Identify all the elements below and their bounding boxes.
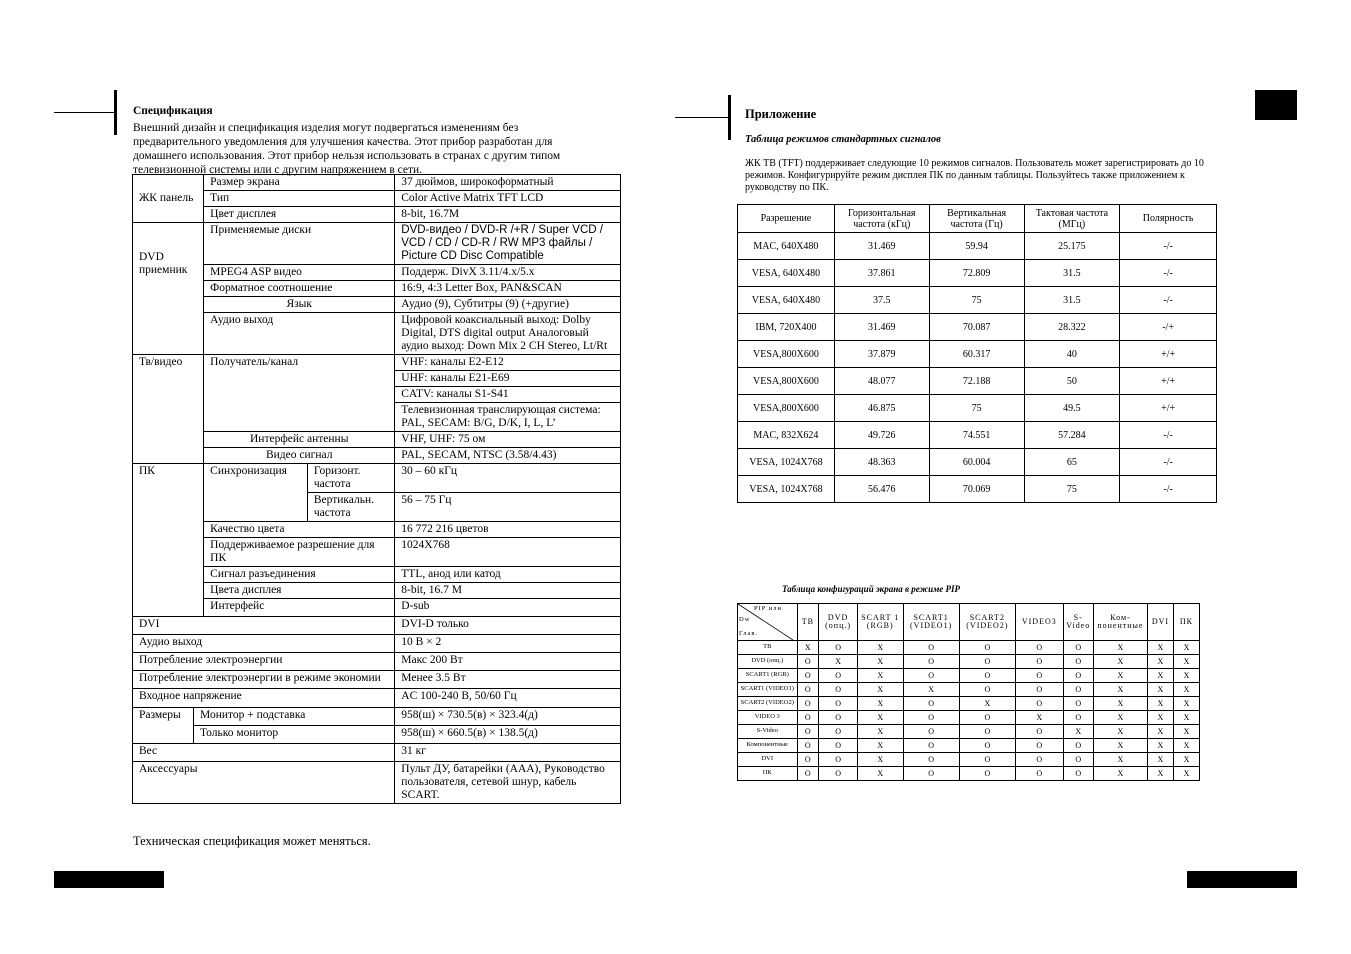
pip-cell: O bbox=[797, 697, 819, 711]
pip-cell: O bbox=[797, 725, 819, 739]
table-row bbox=[738, 711, 1200, 725]
table-row bbox=[738, 641, 1200, 655]
spec-label: Вес bbox=[133, 744, 395, 762]
table-row bbox=[738, 683, 1200, 697]
pip-cell: O bbox=[959, 641, 1015, 655]
modes-cell: 31.469 bbox=[834, 233, 929, 260]
pip-cell: O bbox=[1016, 669, 1064, 683]
pip-cell: O bbox=[1063, 669, 1093, 683]
pip-row-label: DVD (опц.) bbox=[738, 655, 798, 669]
spec-value: Телевизионная транслирующая система: PAL, SECAM: B/G, D/K, I, L, L’ bbox=[395, 403, 621, 432]
pip-cell: X bbox=[1173, 711, 1199, 725]
spec-value: Пульт ДУ, батарейки (ААА), Руководство пользователя, сетевой шнур, кабель SCART. bbox=[395, 762, 621, 804]
table-row bbox=[738, 341, 1217, 368]
pip-cell: X bbox=[959, 697, 1015, 711]
left-footer-bar bbox=[54, 871, 164, 888]
table-row bbox=[738, 753, 1200, 767]
pip-cell: O bbox=[959, 683, 1015, 697]
pip-cell: O bbox=[959, 767, 1015, 781]
pip-cell: X bbox=[1173, 739, 1199, 753]
pip-cell: O bbox=[959, 711, 1015, 725]
modes-cell: VESA, 1024X768 bbox=[738, 449, 835, 476]
modes-cell: 75 bbox=[929, 287, 1024, 314]
pip-header-cell: VIDEO3 bbox=[1016, 604, 1064, 641]
spec-label: Применяемые диски bbox=[204, 223, 395, 265]
spec-label: Цвета дисплея bbox=[204, 583, 395, 599]
table-row bbox=[738, 422, 1217, 449]
spec-value: 8-bit, 16.7 M bbox=[395, 583, 621, 599]
pip-header-cell: DVI bbox=[1147, 604, 1173, 641]
modes-table-title: Таблица режимов стандартных сигналов bbox=[745, 134, 941, 145]
pip-cell: O bbox=[1016, 655, 1064, 669]
pip-cell: X bbox=[1093, 739, 1147, 753]
pip-cell: X bbox=[1093, 655, 1147, 669]
pip-cell: O bbox=[959, 725, 1015, 739]
spec-label: Получатель/канал bbox=[204, 355, 395, 432]
table-row bbox=[738, 739, 1200, 753]
pip-config-table bbox=[737, 603, 1200, 781]
spec-label: Синхронизация bbox=[204, 464, 308, 522]
pip-cell: O bbox=[903, 739, 959, 753]
spec-label: Размер экрана bbox=[204, 175, 395, 191]
spec-label: Аксессуары bbox=[133, 762, 395, 804]
spec-value: TTL, анод или катод bbox=[395, 567, 621, 583]
pip-cell: X bbox=[1147, 725, 1173, 739]
modes-cell: -/- bbox=[1120, 476, 1217, 503]
modes-cell: 25.175 bbox=[1024, 233, 1120, 260]
pip-cell: X bbox=[819, 655, 858, 669]
modes-cell: VESA,800X600 bbox=[738, 341, 835, 368]
pip-row-label: SCART1 (RGB) bbox=[738, 669, 798, 683]
modes-intro: ЖК ТВ (TFT) поддерживает следующие 10 режимов сигналов. Пользователь может зарегистрировать до 10 режимов. Конфигурируйте режим дисплея ПК по данным таблицы. Пользуйтесь также приложением к руководству по ПК. bbox=[745, 158, 1204, 193]
pip-cell: O bbox=[1016, 725, 1064, 739]
pip-cell: X bbox=[858, 669, 903, 683]
modes-cell: MAC, 640X480 bbox=[738, 233, 835, 260]
spec-label: Потребление электроэнергии в режиме экономии bbox=[133, 671, 395, 689]
pip-cell: O bbox=[959, 739, 1015, 753]
modes-cell: 40 bbox=[1024, 341, 1120, 368]
pip-cell: X bbox=[1093, 697, 1147, 711]
pip-cell: X bbox=[1093, 641, 1147, 655]
spec-value: DVI-D только bbox=[395, 617, 621, 635]
spec-footer-note: Техническая спецификация может меняться. bbox=[133, 834, 371, 848]
pip-cell: X bbox=[1147, 669, 1173, 683]
pip-row-label: SCART1 (VIDEO1) bbox=[738, 683, 798, 697]
pip-cell: O bbox=[903, 655, 959, 669]
modes-header-cell: Горизонтальная частота (кГц) bbox=[834, 205, 929, 233]
spec-value: 56 – 75 Гц bbox=[395, 493, 621, 522]
spec-value: VHF: каналы E2-E12 bbox=[395, 355, 621, 371]
pip-row-label: SCART2 (VIDEO2) bbox=[738, 697, 798, 711]
modes-cell: 46.875 bbox=[834, 395, 929, 422]
pip-table-title: Таблица конфигураций экрана в режиме PIP bbox=[782, 584, 961, 594]
modes-cell: MAC, 832X624 bbox=[738, 422, 835, 449]
pip-cell: X bbox=[1093, 753, 1147, 767]
pip-corner-label: Dw bbox=[739, 616, 751, 623]
right-corner-block bbox=[1255, 90, 1297, 120]
tv-group: Тв/видео bbox=[133, 355, 204, 464]
spec-label: Сигнал разъединения bbox=[204, 567, 395, 583]
pip-cell: O bbox=[903, 725, 959, 739]
pip-cell: O bbox=[819, 697, 858, 711]
spec-value: Поддерж. DivX 3.11/4.x/5.x bbox=[395, 265, 621, 281]
pip-cell: O bbox=[1016, 683, 1064, 697]
modes-cell: 60.317 bbox=[929, 341, 1024, 368]
signal-modes-table bbox=[737, 204, 1217, 503]
pip-cell: X bbox=[858, 767, 903, 781]
appendix-title: Приложение bbox=[745, 107, 817, 121]
spec-label: Только монитор bbox=[194, 726, 395, 744]
spec-value: 37 дюймов, широкоформатный bbox=[395, 175, 621, 191]
table-row bbox=[738, 395, 1217, 422]
spec-value: 30 – 60 кГц bbox=[395, 464, 621, 493]
spec-label: Форматное соотношение bbox=[204, 281, 395, 297]
pip-cell: X bbox=[1147, 711, 1173, 725]
pip-row-label: DVI bbox=[738, 753, 798, 767]
modes-cell: 37.879 bbox=[834, 341, 929, 368]
pip-cell: O bbox=[959, 753, 1015, 767]
pip-cell: X bbox=[858, 739, 903, 753]
modes-cell: -/+ bbox=[1120, 314, 1217, 341]
spec-label: Видео сигнал bbox=[204, 448, 395, 464]
spec-intro: Внешний дизайн и спецификация изделия могут подвергаться изменениям без предварительного уведомления для улучшения качества. Этот прибор разработан для домашнего использования. Этот прибор нельзя использовать в странах с другим типом телевизионной системы или с другим напряжением в сети. bbox=[133, 122, 561, 176]
pip-cell: O bbox=[819, 767, 858, 781]
pip-cell: O bbox=[1063, 697, 1093, 711]
spec-label: Входное напряжение bbox=[133, 689, 395, 708]
modes-cell: 74.551 bbox=[929, 422, 1024, 449]
modes-header-cell: Тактовая частота (МГц) bbox=[1024, 205, 1120, 233]
pip-cell: X bbox=[1173, 753, 1199, 767]
table-row bbox=[738, 449, 1217, 476]
pip-cell: O bbox=[903, 753, 959, 767]
modes-cell: IBM, 720X400 bbox=[738, 314, 835, 341]
right-header-rule bbox=[675, 117, 728, 118]
pip-cell: X bbox=[858, 641, 903, 655]
pip-cell: X bbox=[1147, 655, 1173, 669]
pip-cell: X bbox=[1093, 711, 1147, 725]
modes-cell: 65 bbox=[1024, 449, 1120, 476]
pip-cell: X bbox=[858, 683, 903, 697]
modes-cell: 57.284 bbox=[1024, 422, 1120, 449]
pip-cell: X bbox=[858, 711, 903, 725]
pip-cell: O bbox=[819, 753, 858, 767]
pip-cell: O bbox=[797, 767, 819, 781]
pip-cell: O bbox=[797, 711, 819, 725]
spec-value: PAL, SECAM, NTSC (3.58/4.43) bbox=[395, 448, 621, 464]
spec-value: 958(ш) × 660.5(в) × 138.5(д) bbox=[395, 726, 621, 744]
pip-cell: O bbox=[1063, 767, 1093, 781]
modes-cell: +/+ bbox=[1120, 395, 1217, 422]
pip-cell: X bbox=[1093, 725, 1147, 739]
pip-cell: X bbox=[858, 655, 903, 669]
pip-header-cell: SCART1 (VIDEO1) bbox=[903, 604, 959, 641]
dvd-group: DVD приемник bbox=[133, 223, 204, 355]
pip-cell: X bbox=[797, 641, 819, 655]
spec-label: Язык bbox=[204, 297, 395, 313]
pip-header-cell: Ком-понентные bbox=[1093, 604, 1147, 641]
pip-cell: X bbox=[1173, 725, 1199, 739]
modes-cell: -/- bbox=[1120, 233, 1217, 260]
pip-cell: O bbox=[819, 739, 858, 753]
table-row bbox=[738, 368, 1217, 395]
spec-value: CATV: каналы S1-S41 bbox=[395, 387, 621, 403]
pip-cell: X bbox=[1016, 711, 1064, 725]
spec-value: Макс 200 Вт bbox=[395, 653, 621, 671]
pc-group: ПК bbox=[133, 464, 204, 617]
modes-cell: -/- bbox=[1120, 422, 1217, 449]
pip-cell: O bbox=[797, 655, 819, 669]
spec-value: 958(ш) × 730.5(в) × 323.4(д) bbox=[395, 708, 621, 726]
spec-value: 31 кг bbox=[395, 744, 621, 762]
spec-label: Тип bbox=[204, 191, 395, 207]
spec-label: Качество цвета bbox=[204, 522, 395, 538]
modes-header-cell: Разрешение bbox=[738, 205, 835, 233]
spec-value: 16 772 216 цветов bbox=[395, 522, 621, 538]
modes-cell: 75 bbox=[1024, 476, 1120, 503]
left-header-bar bbox=[114, 90, 117, 135]
pip-cell: O bbox=[1063, 683, 1093, 697]
pip-cell: O bbox=[903, 669, 959, 683]
spec-value: Цифровой коаксиальный выход: Dolby Digital, DTS digital output Аналоговый аудио выход: Down Mix 2 CH Stereo, Lt/Rt bbox=[395, 313, 621, 355]
spec-label: MPEG4 ASP видео bbox=[204, 265, 395, 281]
pip-cell: O bbox=[1016, 641, 1064, 655]
pip-cell: O bbox=[819, 711, 858, 725]
pip-cell: O bbox=[903, 697, 959, 711]
table-row bbox=[738, 314, 1217, 341]
pip-cell: X bbox=[858, 753, 903, 767]
pip-corner-cell bbox=[738, 604, 798, 641]
spec-label: Аудио выход bbox=[133, 635, 395, 653]
table-row bbox=[738, 767, 1200, 781]
pip-cell: O bbox=[819, 683, 858, 697]
table-row bbox=[738, 287, 1217, 314]
spec-label: Вертикальн. частота bbox=[307, 493, 394, 522]
modes-header-cell: Вертикальная частота (Гц) bbox=[929, 205, 1024, 233]
pip-cell: X bbox=[1147, 641, 1173, 655]
pip-cell: O bbox=[1063, 739, 1093, 753]
pip-row-label: ПК bbox=[738, 767, 798, 781]
spec-label: Горизонт. частота bbox=[307, 464, 394, 493]
modes-cell: 59.94 bbox=[929, 233, 1024, 260]
modes-cell: 48.077 bbox=[834, 368, 929, 395]
right-footer-bar bbox=[1187, 871, 1297, 888]
modes-cell: 28.322 bbox=[1024, 314, 1120, 341]
pip-cell: X bbox=[1093, 669, 1147, 683]
modes-cell: 48.363 bbox=[834, 449, 929, 476]
pip-cell: O bbox=[1016, 753, 1064, 767]
pip-cell: O bbox=[797, 739, 819, 753]
pip-cell: O bbox=[959, 669, 1015, 683]
pip-cell: X bbox=[1147, 697, 1173, 711]
pip-cell: O bbox=[903, 767, 959, 781]
spec-label: Интерфейс bbox=[204, 599, 395, 617]
pip-header-cell: SCART2 (VIDEO2) bbox=[959, 604, 1015, 641]
spec-value: Color Active Matrix TFT LCD bbox=[395, 191, 621, 207]
pip-cell: X bbox=[1147, 753, 1173, 767]
pip-cell: X bbox=[1063, 725, 1093, 739]
pip-header-cell: ПК bbox=[1173, 604, 1199, 641]
table-row bbox=[738, 697, 1200, 711]
table-row bbox=[738, 233, 1217, 260]
modes-cell: +/+ bbox=[1120, 341, 1217, 368]
spec-label: Аудио выход bbox=[204, 313, 395, 355]
right-header-bar bbox=[728, 95, 731, 140]
pip-cell: X bbox=[1147, 739, 1173, 753]
spec-label: Цвет дисплея bbox=[204, 207, 395, 223]
pip-cell: O bbox=[797, 669, 819, 683]
pip-row-label: ТВ bbox=[738, 641, 798, 655]
pip-cell: O bbox=[819, 725, 858, 739]
modes-cell: 72.188 bbox=[929, 368, 1024, 395]
spec-value: 16:9, 4:3 Letter Box, PAN&SCAN bbox=[395, 281, 621, 297]
table-row bbox=[738, 476, 1217, 503]
spec-value: DVD-видео / DVD-R /+R / Super VCD / VCD / CD / CD-R / RW MP3 файлы / Picture CD Disc Compatible bbox=[395, 223, 621, 265]
spec-value: UHF: каналы E21-E69 bbox=[395, 371, 621, 387]
pip-header-cell: SCART 1 (RGB) bbox=[858, 604, 903, 641]
modes-cell: 75 bbox=[929, 395, 1024, 422]
modes-cell: +/+ bbox=[1120, 368, 1217, 395]
pip-cell: O bbox=[819, 641, 858, 655]
pip-header-cell: ТВ bbox=[797, 604, 819, 641]
modes-header-cell: Полярность bbox=[1120, 205, 1217, 233]
spec-value: 8-bit, 16.7M bbox=[395, 207, 621, 223]
lcd-group: ЖК панель bbox=[133, 175, 204, 223]
spec-label: Поддерживаемое разрешение для ПК bbox=[204, 538, 395, 567]
pip-cell: X bbox=[858, 725, 903, 739]
modes-cell: -/- bbox=[1120, 449, 1217, 476]
pip-cell: X bbox=[1173, 641, 1199, 655]
pip-cell: X bbox=[1173, 767, 1199, 781]
modes-cell: 70.069 bbox=[929, 476, 1024, 503]
pip-header-cell: DVD (опц.) bbox=[819, 604, 858, 641]
modes-cell: 49.726 bbox=[834, 422, 929, 449]
pip-cell: X bbox=[1173, 683, 1199, 697]
modes-cell: 31.5 bbox=[1024, 260, 1120, 287]
pip-cell: O bbox=[903, 641, 959, 655]
spec-value: 10 В × 2 bbox=[395, 635, 621, 653]
pip-cell: X bbox=[1093, 683, 1147, 697]
table-row bbox=[738, 669, 1200, 683]
pip-cell: X bbox=[1173, 669, 1199, 683]
spec-label: Монитор + подставка bbox=[194, 708, 395, 726]
pip-header-cell: S-Video bbox=[1063, 604, 1093, 641]
modes-cell: 49.5 bbox=[1024, 395, 1120, 422]
table-row bbox=[738, 655, 1200, 669]
pip-corner-label: PIP или bbox=[754, 605, 782, 612]
pip-corner-label: Глав. bbox=[739, 630, 759, 637]
pip-cell: X bbox=[1093, 767, 1147, 781]
pip-row-label: S-Video bbox=[738, 725, 798, 739]
spec-title: Спецификация bbox=[133, 105, 213, 117]
modes-cell: VESA, 1024X768 bbox=[738, 476, 835, 503]
spec-value: Менее 3.5 Вт bbox=[395, 671, 621, 689]
spec-value: VHF, UHF: 75 ом bbox=[395, 432, 621, 448]
pip-cell: X bbox=[1173, 697, 1199, 711]
table-row bbox=[738, 725, 1200, 739]
pip-cell: O bbox=[959, 655, 1015, 669]
modes-cell: -/- bbox=[1120, 287, 1217, 314]
pip-cell: O bbox=[1016, 767, 1064, 781]
pip-cell: X bbox=[1173, 655, 1199, 669]
pip-cell: O bbox=[1063, 655, 1093, 669]
pip-cell: O bbox=[1063, 711, 1093, 725]
modes-cell: 60.004 bbox=[929, 449, 1024, 476]
pip-cell: X bbox=[1147, 683, 1173, 697]
modes-cell: 56.476 bbox=[834, 476, 929, 503]
spec-label: Размеры bbox=[133, 708, 194, 744]
pip-row-label: VIDEO 3 bbox=[738, 711, 798, 725]
spec-table bbox=[132, 174, 621, 804]
modes-cell: 31.5 bbox=[1024, 287, 1120, 314]
spec-value: D-sub bbox=[395, 599, 621, 617]
pip-cell: X bbox=[858, 697, 903, 711]
spec-label: Потребление электроэнергии bbox=[133, 653, 395, 671]
pip-cell: O bbox=[797, 683, 819, 697]
modes-cell: 31.469 bbox=[834, 314, 929, 341]
modes-cell: 70.087 bbox=[929, 314, 1024, 341]
modes-cell: 50 bbox=[1024, 368, 1120, 395]
pip-cell: O bbox=[819, 669, 858, 683]
pip-cell: O bbox=[797, 753, 819, 767]
table-row bbox=[738, 260, 1217, 287]
modes-cell: 37.861 bbox=[834, 260, 929, 287]
pip-cell: X bbox=[903, 683, 959, 697]
modes-cell: 37.5 bbox=[834, 287, 929, 314]
spec-value: AC 100-240 В, 50/60 Гц bbox=[395, 689, 621, 708]
modes-cell: VESA, 640X480 bbox=[738, 287, 835, 314]
pip-cell: O bbox=[1016, 739, 1064, 753]
spec-label: DVI bbox=[133, 617, 395, 635]
pip-cell: O bbox=[903, 711, 959, 725]
left-header-rule bbox=[54, 112, 114, 113]
modes-cell: VESA,800X600 bbox=[738, 395, 835, 422]
spec-value: Аудио (9), Субтитры (9) (+другие) bbox=[395, 297, 621, 313]
modes-cell: -/- bbox=[1120, 260, 1217, 287]
modes-cell: VESA, 640X480 bbox=[738, 260, 835, 287]
modes-cell: VESA,800X600 bbox=[738, 368, 835, 395]
pip-cell: O bbox=[1016, 697, 1064, 711]
spec-label: Интерфейс антенны bbox=[204, 432, 395, 448]
pip-cell: O bbox=[1063, 753, 1093, 767]
spec-value: 1024X768 bbox=[395, 538, 621, 567]
pip-cell: X bbox=[1147, 767, 1173, 781]
pip-cell: O bbox=[1063, 641, 1093, 655]
pip-row-label: Компонентные bbox=[738, 739, 798, 753]
modes-cell: 72.809 bbox=[929, 260, 1024, 287]
